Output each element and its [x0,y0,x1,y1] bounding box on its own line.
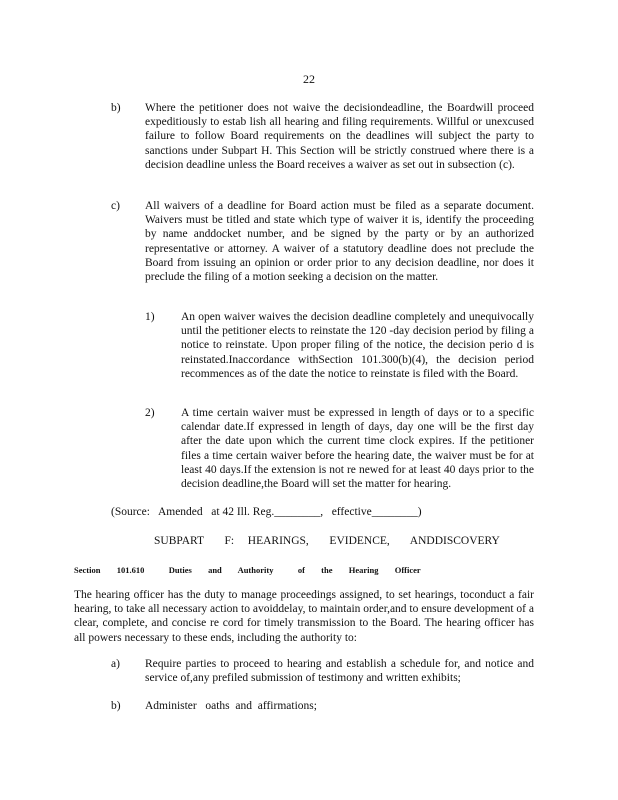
item-b2-label: b) [111,700,121,712]
item-2-label: 2) [145,407,155,419]
item-2-text [181,406,534,491]
item-b2-text: Administer oaths and affirmations; [145,700,317,712]
item-b-paragraph: Where the petitioner does not waive the decisiondeadline, the Boardwill proceed expeditiously to estab lish all hearing and filing requirements. Willful or unexcused failure to follow Board requirements on the deadlines will subject the party to sanctions under Subpart H. This Section will be strictly construed where there is a decision deadline unless the Board receives a waiver as set out in subsection (c). [145,102,534,171]
item-a2-paragraph: Require parties to proceed to hearing and establish a schedule for, and notice and service of,any prefiled submission of testimony and written exhibits; [145,658,534,685]
page-number: 22 [303,72,315,86]
item-a2-label: a) [111,658,120,670]
source-note: (Source: Amended at 42 Ill. Reg.________, effective________) [111,506,422,518]
subpart-heading: SUBPART F: HEARINGS, EVIDENCE, ANDDISCOVERY [154,535,500,547]
item-1-paragraph: An open waiver waives the decision deadline completely and unequivocally until the petitioner elects to reinstate the 120 -day decision period by filing a notice to reinstate. Upon proper filing of the notice, the decision perio d is reinstated.Inaccordance withSection 101.300(b)(4), the decision period recommences as of the date the notice to reinstate is filed with the Board. [181,311,534,380]
section-body-paragraph: The hearing officer has the duty to manage proceedings assigned, to set hearings, toconduct a fair hearing, to take all necessary action to avoiddelay, to maintain order,and to ensure development of a clear, complete, and concise re cord for timely transmission to the Board. The hearing officer has all powers necessary to these ends, including the authority to: [74,589,534,644]
item-c-label: c) [111,200,120,212]
section-heading: Section 101.610 Duties and Authority of the Hearing Officer [74,565,421,575]
item-c-text [145,199,534,284]
item-b-text [145,101,534,172]
item-2-paragraph: A time certain waiver must be expressed in length of days or to a specific calendar date.If expressed in length of days, day one will be the first day after the date upon which the current time clock expires. If the petitioner files a time certain waiver before the hearing date, the waiver must be for at least 40 days.If the extension is not re newed for at least 40 days prior to the decision deadline,the Board will set the matter for hearing. [181,407,534,491]
item-1-label: 1) [145,311,155,323]
item-b-label: b) [111,102,121,114]
section-body [74,588,534,645]
item-a2-text [145,657,534,685]
item-1-text [181,310,534,381]
item-c-paragraph: All waivers of a deadline for Board action must be filed as a separate document. Waivers must be titled and state which type of waiver it is, identify the proceeding by name anddocket number, and be signed by the party or by an authorized representative or attorney. A waiver of a statutory deadline does not preclude the Board from issuing an opinion or order prior to any decision deadline, nor does it preclude the filing of a motion seeking a decision on the matter. [145,200,534,284]
